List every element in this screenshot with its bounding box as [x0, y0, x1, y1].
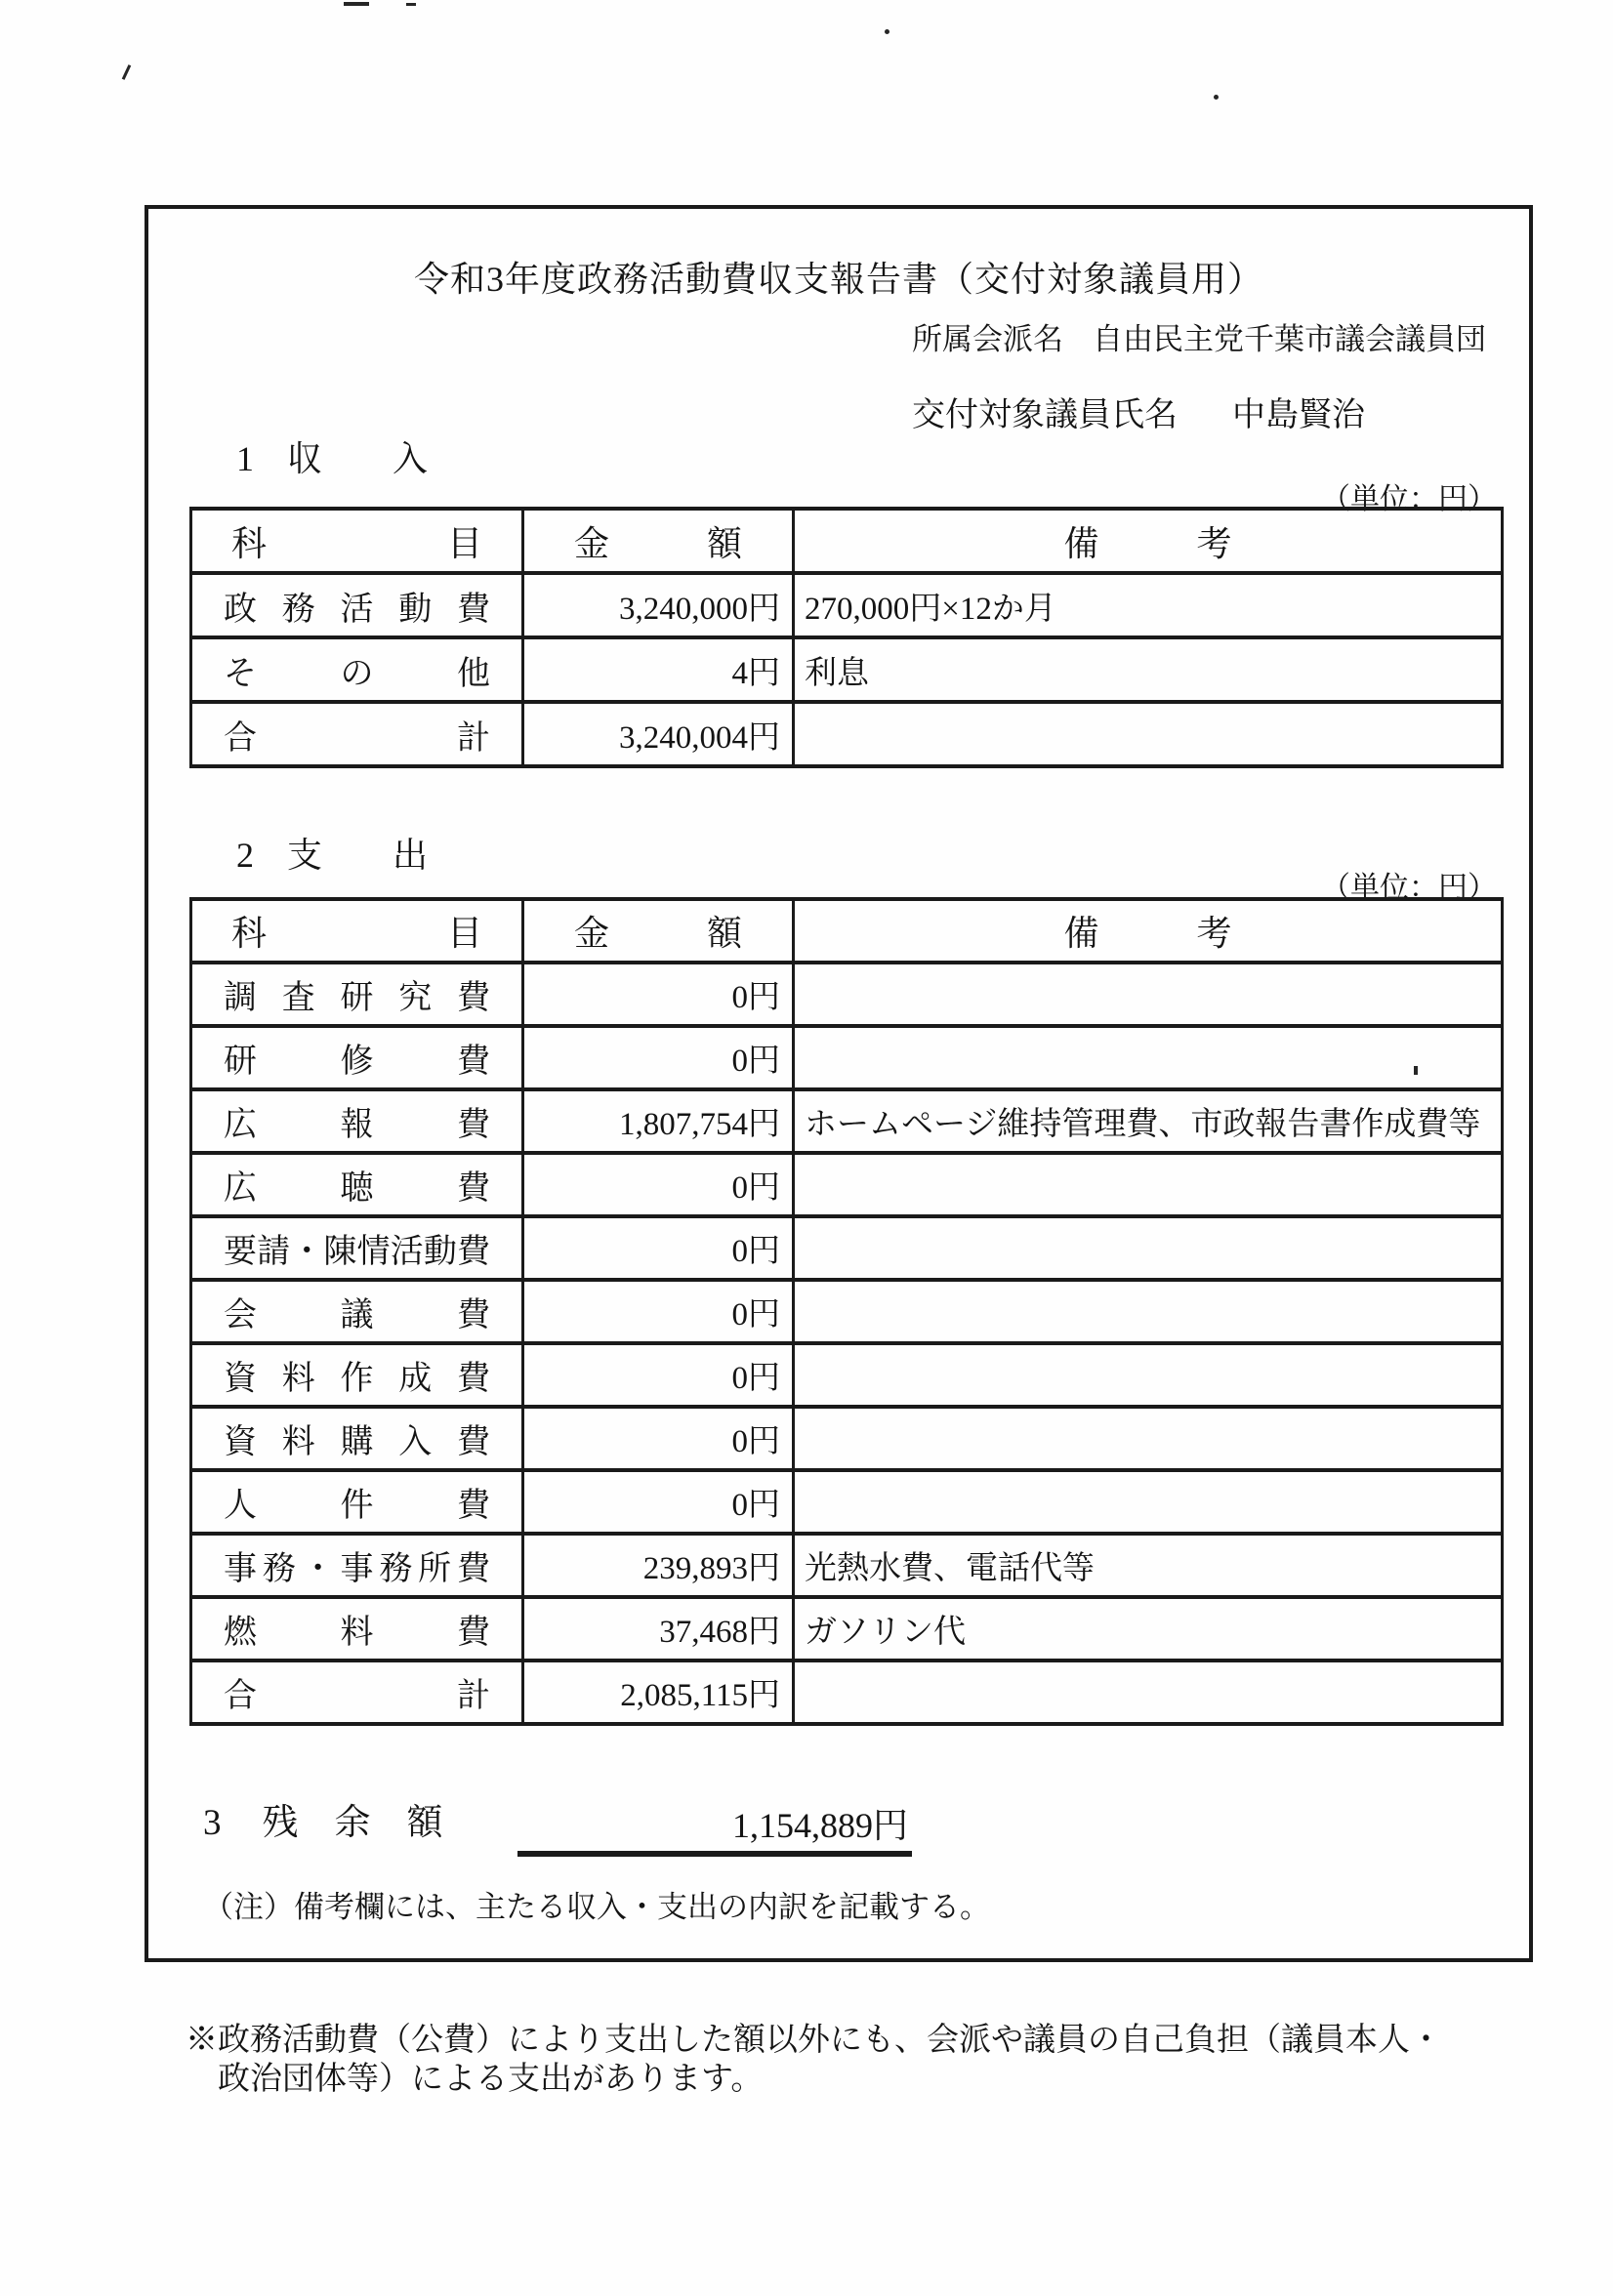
col-header-item-label: 科 目: [231, 523, 482, 563]
scan-speck: [1214, 95, 1219, 100]
expense-section-heading: [236, 828, 428, 878]
footer-note: [186, 2021, 1543, 2099]
report-title: 令和3年度政務活動費収支報告書（交付対象議員用）: [413, 260, 1263, 299]
report-meta-block: [912, 314, 1486, 435]
item-cell: 合 計: [191, 1660, 523, 1724]
amount-cell: 0円: [523, 963, 794, 1026]
remarks-cell: 270,000円×12か月: [794, 573, 1503, 637]
amount-cell: 0円: [523, 1216, 794, 1280]
table-row: [191, 1407, 1503, 1470]
scan-speck: [406, 3, 416, 6]
expense-section-title: 支 出: [287, 836, 429, 875]
item-cell: 調 査 研 究 費: [191, 963, 523, 1026]
income-section-title: 収 入: [287, 439, 429, 478]
faction-value: 自由民主党千葉市議会議員団: [1093, 322, 1486, 356]
amount-cell: 3,240,004円: [523, 702, 794, 766]
col-header-item-label: 科 目: [231, 914, 482, 953]
balance-amount: 1,154,889円: [731, 1806, 908, 1845]
table-row: [191, 1280, 1503, 1343]
amount-cell: 0円: [523, 1407, 794, 1470]
member-value: 中島賢治: [1232, 397, 1365, 433]
footer-note-line2: 政治団体等）による支出があります。: [218, 2062, 764, 2097]
expense-col-header-amount: [523, 899, 794, 963]
faction-label: 所属会派名: [912, 322, 1063, 356]
balance-label: 残 余 額: [262, 1803, 443, 1843]
col-header-amount-label: 金 額: [573, 523, 743, 563]
income-col-header-remarks: [794, 509, 1503, 573]
scan-speck: [885, 29, 889, 34]
table-row: [191, 637, 1503, 702]
remarks-cell: [794, 1470, 1503, 1534]
income-section-heading: [236, 431, 428, 481]
report-form-frame: [145, 205, 1533, 1962]
table-row: [191, 963, 1503, 1026]
expense-section-number: 2: [236, 836, 254, 875]
scan-speck: [344, 2, 369, 6]
remarks-cell: [794, 1026, 1503, 1089]
footer-note-line1: ※政務活動費（公費）により支出した額以外にも、会派や議員の自己負担（議員本人・: [186, 2023, 1442, 2058]
remarks-cell: [794, 1216, 1503, 1280]
remarks-cell: [794, 1660, 1503, 1724]
remarks-cell: [794, 702, 1503, 766]
item-cell: そ の 他: [191, 637, 523, 702]
amount-cell: 3,240,000円: [523, 573, 794, 637]
faction-line: [912, 314, 1486, 358]
amount-cell: 4円: [523, 637, 794, 702]
balance-underline: [517, 1851, 912, 1857]
expense-col-header-remarks: [794, 899, 1503, 963]
member-line: [912, 388, 1486, 435]
remarks-cell: ガソリン代: [794, 1597, 1503, 1660]
item-cell: 人 件 費: [191, 1470, 523, 1534]
expense-col-header-item: [191, 899, 523, 963]
income-col-header-item: [191, 509, 523, 573]
amount-cell: 239,893円: [523, 1534, 794, 1597]
item-cell: 研 修 費: [191, 1026, 523, 1089]
table-row: [191, 1534, 1503, 1597]
income-header-row: [191, 509, 1503, 573]
table-row: [191, 1343, 1503, 1407]
item-cell: 広 聴 費: [191, 1153, 523, 1216]
col-header-amount-label: 金 額: [573, 914, 743, 953]
scan-speck: [122, 64, 131, 80]
item-cell: 要 請 ・ 陳 情 活 動 費: [191, 1216, 523, 1280]
income-table: [189, 507, 1504, 768]
amount-cell: 0円: [523, 1343, 794, 1407]
amount-cell: 37,468円: [523, 1597, 794, 1660]
item-cell: 会 議 費: [191, 1280, 523, 1343]
expense-header-row: [191, 899, 1503, 963]
item-cell: 広 報 費: [191, 1089, 523, 1153]
col-header-remarks-label: 備 考: [1063, 523, 1232, 563]
table-row: [191, 1216, 1503, 1280]
table-row: [191, 1089, 1503, 1153]
amount-cell: 0円: [523, 1470, 794, 1534]
item-cell: 事 務 ・ 事 務 所 費: [191, 1534, 523, 1597]
item-cell: 資 料 購 入 費: [191, 1407, 523, 1470]
item-cell: 資 料 作 成 費: [191, 1343, 523, 1407]
item-cell: 燃 料 費: [191, 1597, 523, 1660]
balance-section-heading: [203, 1792, 443, 1845]
amount-cell: 1,807,754円: [523, 1089, 794, 1153]
income-col-header-amount: [523, 509, 794, 573]
table-row: [191, 1153, 1503, 1216]
remarks-cell: 利息: [794, 637, 1503, 702]
col-header-remarks-label: 備 考: [1063, 914, 1232, 953]
remarks-cell: [794, 963, 1503, 1026]
table-row: [191, 1597, 1503, 1660]
balance-section-number: 3: [203, 1803, 222, 1843]
expense-table: [189, 897, 1504, 1726]
table-row: [191, 1026, 1503, 1089]
remarks-instruction-note: （注）備考欄には、主たる収入・支出の内訳を記載する。: [203, 1890, 990, 1924]
amount-cell: 2,085,115円: [523, 1660, 794, 1724]
remarks-cell: ホームページ維持管理費、市政報告書作成費等: [794, 1089, 1503, 1153]
table-row: [191, 702, 1503, 766]
table-row: [191, 1470, 1503, 1534]
income-unit-note: （単位：円）: [1321, 483, 1497, 515]
amount-cell: 0円: [523, 1026, 794, 1089]
remarks-cell: [794, 1343, 1503, 1407]
item-cell: 政 務 活 動 費: [191, 573, 523, 637]
member-label: 交付対象議員氏名: [912, 397, 1178, 433]
table-row: [191, 1660, 1503, 1724]
amount-cell: 0円: [523, 1153, 794, 1216]
expense-unit-note: （単位：円）: [1321, 872, 1497, 904]
table-row: [191, 573, 1503, 637]
item-cell: 合 計: [191, 702, 523, 766]
remarks-cell: [794, 1153, 1503, 1216]
remarks-cell: [794, 1280, 1503, 1343]
amount-cell: 0円: [523, 1280, 794, 1343]
remarks-cell: 光熱水費、電話代等: [794, 1534, 1503, 1597]
remarks-cell: [794, 1407, 1503, 1470]
income-section-number: 1: [236, 439, 254, 478]
